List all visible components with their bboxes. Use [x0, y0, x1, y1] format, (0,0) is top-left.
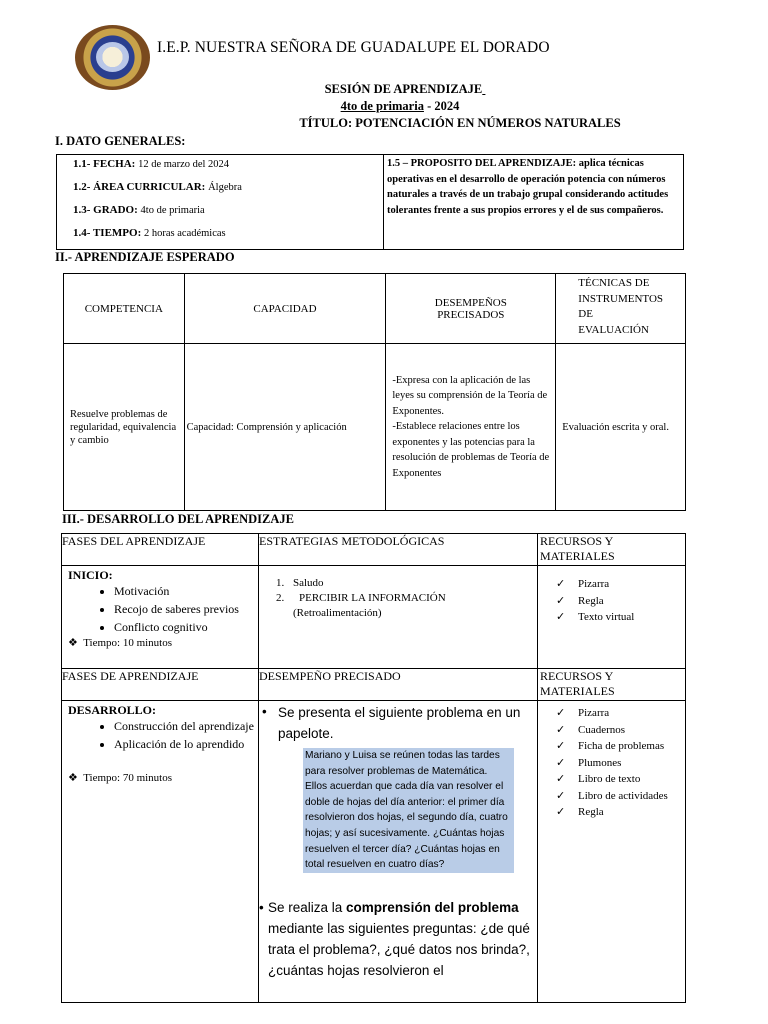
desarrollo-cell: [62, 701, 259, 1003]
inicio-strategies: [259, 566, 538, 669]
proposito-text: 1.5 – PROPOSITO DEL APRENDIZAJE: aplica técnicas operativas en el desarrollo de operación potencia con números naturales a través de un trabajo grupal considerando actitudes tolerantes frente a sus propios errores y el de sus compañeros.: [387, 158, 669, 216]
inicio-list: [68, 582, 258, 636]
grade-year: - 2024: [423, 99, 460, 113]
inicio-resources: [538, 566, 686, 669]
school-logo: [75, 25, 150, 90]
capacidad-value: Capacidad: Comprensión y aplicación: [184, 344, 386, 511]
list-item: • Construcción del aprendizaje: [114, 717, 258, 735]
desempeno-2: -Establece relaciones entre los exponentes y las potencias para la resolución de problemas de Teoría de Exponentes: [392, 421, 550, 479]
list-item: ✓ Texto virtual: [538, 609, 685, 626]
list-item: ✓ Libro de actividades: [538, 788, 685, 805]
general-data-table: [56, 154, 684, 250]
expected-learning-table: [63, 273, 686, 511]
problem-box: Mariano y Luisa se reúnen todas las tardes para resolver problemas de Matemática. Ellos acuerdan que cada día van resolver el doble de hojas del día anterior: el primer día resolvieron dos hojas, el segundo día, cuatro hojas; y así sucesivamente. ¿Cuántas hojas resuelven el tercer día? ¿Cuántas hojas en total resuelven en cuatro días?: [303, 748, 514, 873]
grade-label: 4to de primaria: [340, 99, 424, 113]
col-competencia: COMPETENCIA: [64, 274, 185, 344]
col-capacidad: CAPACIDAD: [184, 274, 386, 344]
school-name: I.E.P. NUESTRA SEÑORA DE GUADALUPE EL DORADO: [157, 39, 550, 56]
list-item: • Conflicto cognitivo: [114, 618, 258, 636]
proposito-cell: [384, 155, 684, 250]
fecha-row: 1.1- FECHA: 12 de marzo del 2024: [73, 158, 230, 170]
competencia-value: Resuelve problemas de regularidad, equivalencia y cambio: [64, 344, 185, 511]
grade-line: [0, 99, 768, 114]
list-item: ✓ Regla: [538, 804, 685, 821]
desarrollo-tiempo: ❖ Tiempo: 70 minutos: [68, 772, 173, 784]
col-fases: FASES DEL APRENDIZAJE: [62, 534, 259, 566]
comprension-text: • Se realiza la comprensión del problema mediante las siguientes preguntas: ¿de qué trata el problema?, ¿qué datos nos brinda?, ¿cuántas hojas resolvieron el: [259, 873, 537, 981]
list-item: ✓ Plumones: [538, 755, 685, 772]
col-recursos-2: RECURSOS Y MATERIALES: [538, 669, 686, 701]
development-table: [61, 533, 686, 1003]
col-desempeno: DESEMPEÑO PRECISADO: [259, 669, 538, 701]
inicio-title: INICIO:: [68, 568, 113, 582]
list-item: ✓ Pizarra: [538, 576, 685, 593]
logo-emblem: [96, 42, 129, 72]
col-tecnicas: TÉCNICAS DE INSTRUMENTOS DE EVALUACIÓN: [556, 274, 686, 344]
desarrollo-resource-list: [538, 705, 685, 821]
desempenos-value: [386, 344, 556, 511]
session-label: SESIÓN DE APRENDIZAJE: [324, 82, 483, 96]
page-title: TÍTULO: POTENCIACIÓN EN NÚMEROS NATURALES: [299, 116, 621, 130]
area-row: 1.2- ÁREA CURRICULAR: Álgebra: [73, 181, 242, 193]
tecnicas-value: Evaluación escrita y oral.: [556, 344, 686, 511]
diamond-bullet-icon: ❖: [68, 637, 78, 649]
general-data-left: [57, 155, 384, 250]
col-estrategias: ESTRATEGIAS METODOLÓGICAS: [259, 534, 538, 566]
bullet-icon: •: [259, 899, 264, 915]
desarrollo-title: DESARROLLO:: [68, 703, 157, 717]
list-item: ✓ Libro de texto: [538, 771, 685, 788]
col-fases-2: FASES DE APRENDIZAJE: [62, 669, 259, 701]
bullet-icon: •: [262, 704, 267, 719]
inicio-resource-list: [538, 576, 685, 626]
grado-row: 1.3- GRADO: 4to de primaria: [73, 204, 205, 216]
col-recursos: RECURSOS Y MATERIALES: [538, 534, 686, 566]
desarrollo-list: [68, 717, 258, 753]
list-item: 1. Saludo: [287, 576, 537, 591]
list-item: 2. PERCIBIR LA INFORMACIÓN (Retroalimentación): [287, 591, 537, 621]
list-item: ✓ Cuadernos: [538, 722, 685, 739]
inicio-tiempo: ❖ Tiempo: 10 minutos: [68, 637, 173, 649]
section3-heading: III.- DESARROLLO DEL APRENDIZAJE: [62, 512, 294, 526]
diamond-bullet-icon: ❖: [68, 772, 78, 784]
list-item: • Recojo de saberes previos: [114, 600, 258, 618]
tiempo-row: 1.4- TIEMPO: 2 horas académicas: [73, 227, 226, 239]
inicio-strategy-list: [259, 576, 537, 621]
col-desempenos: DESEMPEÑOS PRECISADOS: [386, 274, 556, 344]
list-item: ✓ Regla: [538, 593, 685, 610]
desarrollo-resources: [538, 701, 686, 1003]
inicio-cell: [62, 566, 259, 669]
desarrollo-content: [259, 701, 538, 1003]
section1-heading: I. DATO GENERALES:: [55, 134, 186, 148]
problema-intro: • Se presenta el siguiente problema en un papelote.: [259, 701, 537, 744]
list-item: • Motivación: [114, 582, 258, 600]
list-item: • Aplicación de lo aprendido: [114, 735, 258, 753]
list-item: ✓ Pizarra: [538, 705, 685, 722]
section2-heading: II.- APRENDIZAJE ESPERADO: [55, 250, 235, 264]
list-item: ✓ Ficha de problemas: [538, 738, 685, 755]
desempeno-1: -Expresa con la aplicación de las leyes su comprensión de la Teoría de Exponentes.: [392, 374, 548, 417]
